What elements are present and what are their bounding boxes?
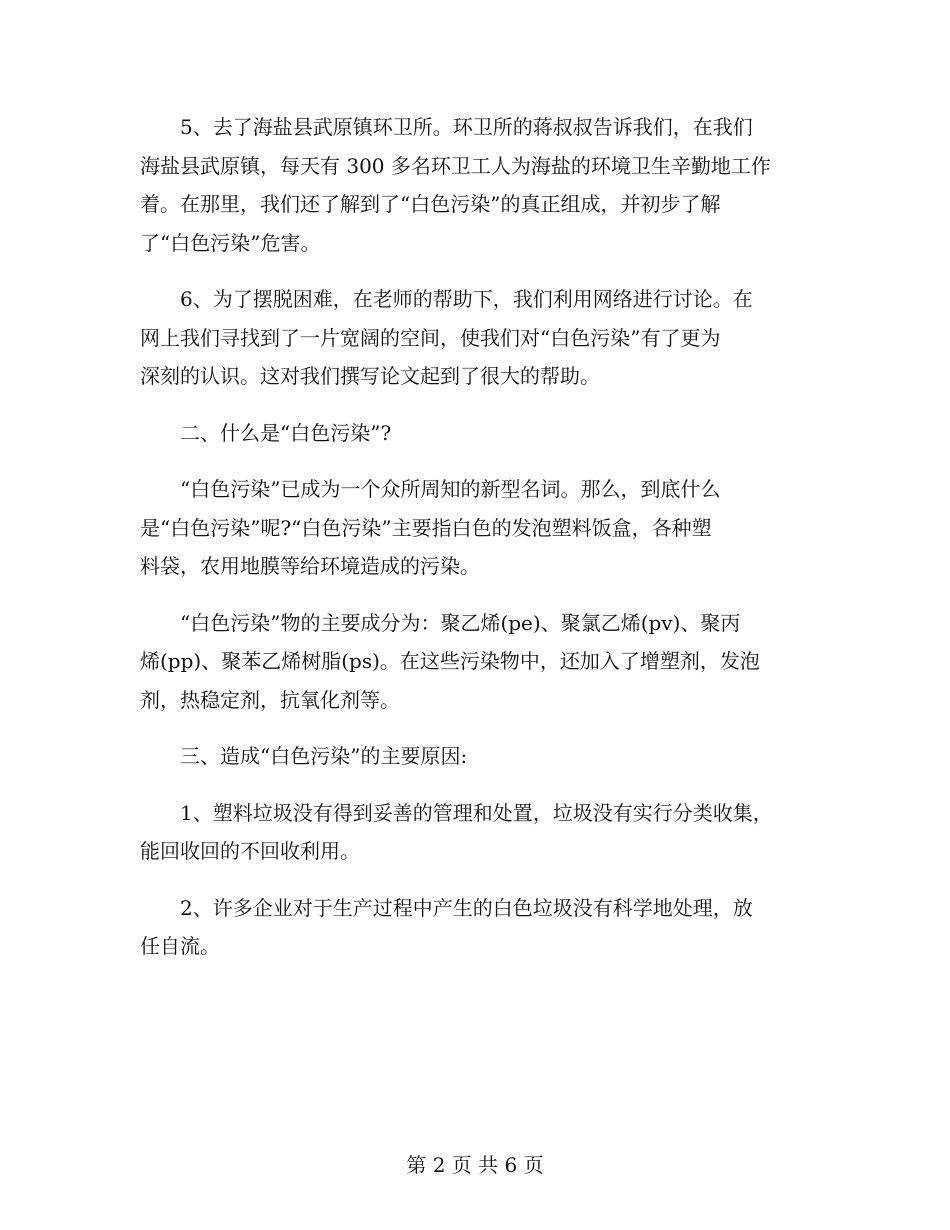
text-line: 网上我们寻找到了一片宽阔的空间，使我们对“白色污染”有了更为 — [140, 325, 721, 350]
text-line: 了“白色污染”危害。 — [140, 230, 321, 255]
text-line: 2、许多企业对于生产过程中产生的白色垃圾没有科学地处理，放 — [180, 895, 753, 920]
text-line: 烯(pp)、聚苯乙烯树脂(ps)。在这些污染物中，还加入了增塑剂，发泡 — [140, 649, 760, 673]
text-line: 料袋，农用地膜等给环境造成的污染。 — [140, 554, 480, 578]
section-heading-what-is — [140, 414, 820, 453]
paragraph-visit-sanitation — [140, 108, 820, 262]
text-line: “白色污染”已成为一个众所周知的新型名词。那么，到底什么 — [180, 477, 721, 501]
text-line: 海盐县武原镇，每天有 300 多名环卫工人为海盐的环境卫生辛勤地工作 — [140, 153, 771, 178]
paragraph-cause-1 — [140, 794, 820, 871]
text-line: 5、去了海盐县武原镇环卫所。环卫所的蒋叔叔告诉我们，在我们 — [180, 115, 753, 139]
text-line: 任自流。 — [140, 934, 220, 958]
section-heading-causes — [140, 737, 820, 776]
text-line: 6、为了摆脱困难，在老师的帮助下，我们利用网络进行讨论。在 — [180, 287, 753, 311]
page-number-footer: 第 2 页 共 6 页 — [406, 1153, 544, 1177]
text-line: “白色污染”物的主要成分为：聚乙烯(pe)、聚氯乙烯(pv)、聚丙 — [180, 610, 741, 635]
text-line: 剂，热稳定剂，抗氧化剂等。 — [140, 687, 400, 712]
paragraph-composition — [140, 604, 820, 720]
paragraph-online-discussion — [140, 280, 820, 396]
text-line: 1、塑料垃圾没有得到妥善的管理和处置，垃圾没有实行分类收集， — [180, 800, 773, 825]
paragraph-cause-2 — [140, 889, 820, 966]
text-line: 能回收回的不回收利用。 — [140, 839, 360, 863]
text-line: 着。在那里，我们还了解到了“白色污染”的真正组成，并初步了解 — [140, 192, 721, 216]
text-line: 深刻的认识。这对我们撰写论文起到了很大的帮助。 — [140, 364, 600, 388]
text-line: 是“白色污染”呢?“白色污染”主要指白色的发泡塑料饭盒，各种塑 — [140, 515, 712, 540]
paragraph-definition — [140, 470, 820, 586]
heading-line: 二、什么是“白色污染”? — [180, 420, 392, 445]
heading-line: 三、造成“白色污染”的主要原因: — [180, 744, 468, 768]
document-body — [140, 108, 820, 984]
